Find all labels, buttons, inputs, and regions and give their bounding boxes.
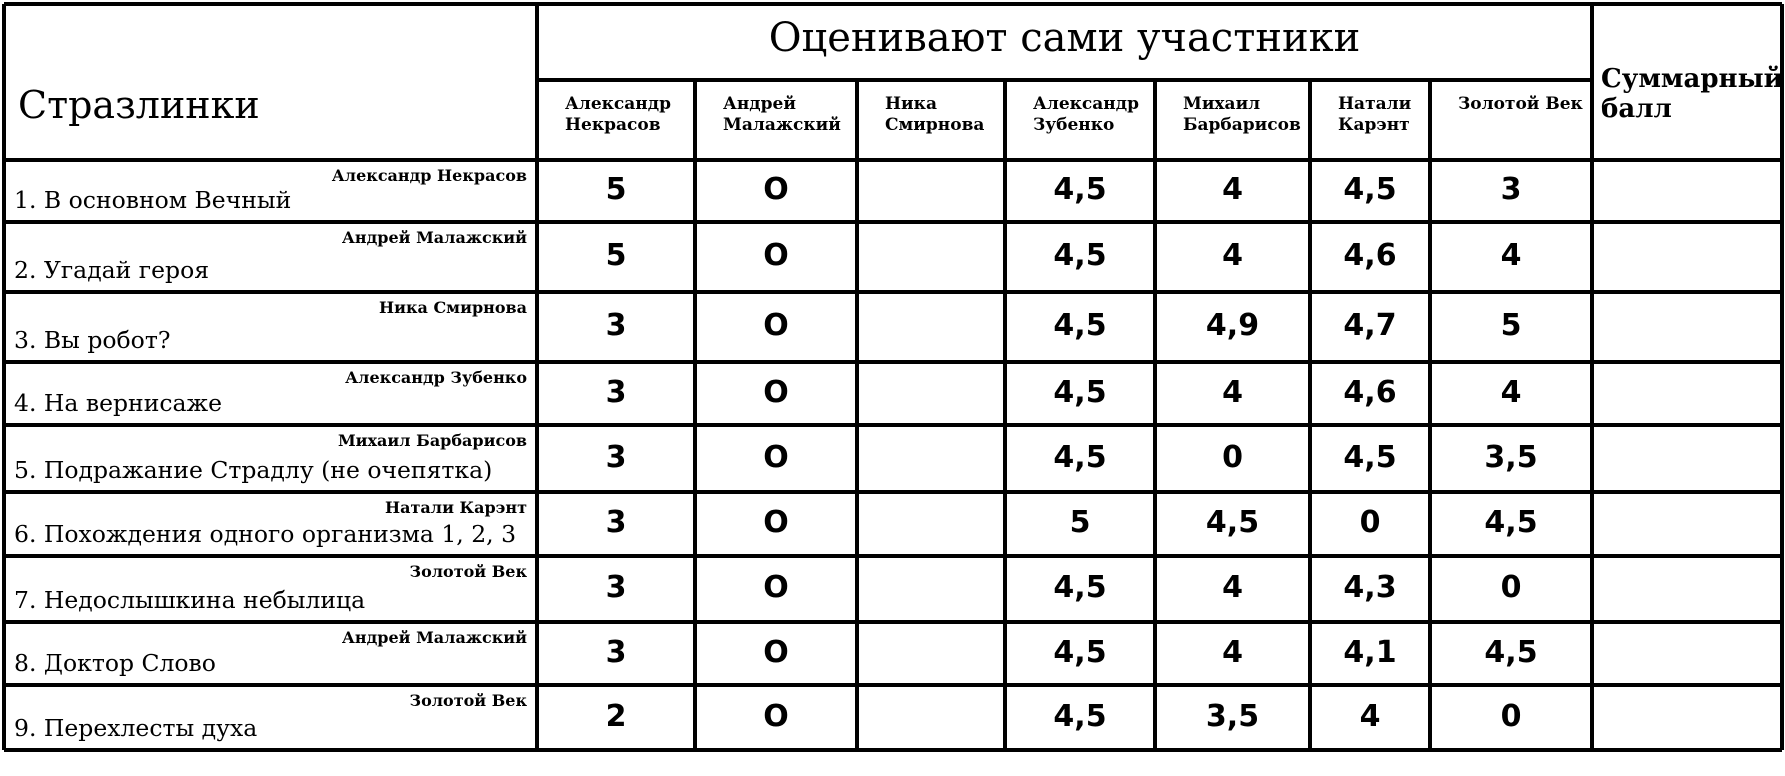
- score-cell: 4,5: [1053, 699, 1107, 734]
- score-cell: О: [763, 238, 789, 273]
- entry-author: Золотой Век: [409, 691, 527, 710]
- judge-header: Александр Зубенко: [1033, 94, 1139, 135]
- entry-author: Натали Карэнт: [385, 498, 527, 517]
- score-cell: 5: [605, 172, 627, 207]
- score-cell: 3: [605, 440, 627, 475]
- score-cell: 3: [605, 375, 627, 410]
- score-cell: 4: [1222, 172, 1243, 207]
- score-cell: 4,5: [1053, 635, 1107, 670]
- score-cell: 4: [1500, 238, 1522, 273]
- judge-header: Михаил Барбарисов: [1183, 94, 1301, 135]
- score-cell: 4,9: [1205, 308, 1260, 343]
- score-cell: 4: [1222, 570, 1243, 605]
- score-cell: 0: [1500, 699, 1522, 734]
- score-cell: 3: [605, 308, 627, 343]
- score-cell: 4: [1359, 699, 1381, 734]
- score-cell: 4,6: [1343, 375, 1397, 410]
- entry-author: Золотой Век: [409, 562, 527, 581]
- judge-header: Натали Карэнт: [1338, 94, 1412, 135]
- score-cell: 3,5: [1484, 440, 1538, 475]
- score-cell: 4,5: [1343, 440, 1397, 475]
- score-cell: 4,5: [1484, 505, 1538, 540]
- total-score-header: Суммарный балл: [1601, 64, 1783, 124]
- score-cell: 0: [1359, 505, 1381, 540]
- score-cell: 3: [605, 570, 627, 605]
- entry-title: 7. Недослышкина небылица: [14, 586, 366, 614]
- score-cell: О: [763, 505, 789, 540]
- entry-title: 9. Перехлесты духа: [14, 714, 258, 742]
- score-cell: 4,5: [1205, 505, 1260, 540]
- entry-title: 6. Похождения одного организма 1, 2, 3: [14, 520, 517, 548]
- score-cell: 3: [605, 505, 627, 540]
- entry-title: 2. Угадай героя: [14, 256, 210, 284]
- score-cell: 4,5: [1053, 440, 1107, 475]
- entry-author: Андрей Малажский: [341, 228, 527, 247]
- judge-header: Ника Смирнова: [885, 94, 985, 135]
- score-cell: 0: [1500, 570, 1522, 605]
- score-cell: О: [763, 635, 789, 670]
- judge-header: Александр Некрасов: [565, 94, 671, 135]
- entry-title: 5. Подражание Страдлу (не очепятка): [14, 456, 493, 484]
- score-cell: О: [763, 699, 789, 734]
- entry-author: Александр Зубенко: [345, 368, 527, 387]
- score-cell: 4,7: [1343, 308, 1397, 343]
- entry-author: Александр Некрасов: [331, 166, 527, 185]
- score-cell: 3,5: [1205, 699, 1260, 734]
- score-cell: 5: [1500, 308, 1522, 343]
- score-cell: 4: [1222, 375, 1243, 410]
- score-cell: 4: [1222, 635, 1243, 670]
- score-cell: 4,5: [1053, 375, 1107, 410]
- score-cell: О: [763, 570, 789, 605]
- score-cell: 4,5: [1484, 635, 1538, 670]
- score-cell: 3: [605, 635, 627, 670]
- entry-author: Михаил Барбарисов: [337, 431, 527, 450]
- score-cell: 4,5: [1343, 172, 1397, 207]
- score-cell: 5: [1069, 505, 1091, 540]
- entry-author: Ника Смирнова: [378, 298, 527, 317]
- judge-header: Андрей Малажский: [723, 94, 841, 135]
- entry-author: Андрей Малажский: [341, 628, 527, 647]
- score-cell: О: [763, 375, 789, 410]
- score-cell: 4,5: [1053, 570, 1107, 605]
- entry-title: 3. Вы робот?: [14, 326, 171, 354]
- score-cell: 4,5: [1053, 172, 1107, 207]
- score-cell: 5: [605, 238, 627, 273]
- entry-title: 8. Доктор Слово: [14, 649, 216, 677]
- score-cell: 4,6: [1343, 238, 1397, 273]
- score-cell: 4,1: [1343, 635, 1397, 670]
- score-cell: 4,5: [1053, 238, 1107, 273]
- score-cell: 4,3: [1343, 570, 1397, 605]
- judges-banner: Оценивают сами участники: [768, 15, 1361, 61]
- score-cell: О: [763, 440, 789, 475]
- score-cell: 4: [1500, 375, 1522, 410]
- entry-title: 1. В основном Вечный: [14, 186, 292, 214]
- score-cell: О: [763, 172, 789, 207]
- judge-header: Золотой Век: [1458, 94, 1583, 114]
- score-cell: 3: [1500, 172, 1522, 207]
- entry-title: 4. На вернисаже: [14, 389, 223, 417]
- score-cell: 0: [1222, 440, 1243, 475]
- score-cell: О: [763, 308, 789, 343]
- score-cell: 4: [1222, 238, 1243, 273]
- table-title: Стразлинки: [18, 83, 260, 127]
- score-cell: 4,5: [1053, 308, 1107, 343]
- score-cell: 2: [605, 699, 627, 734]
